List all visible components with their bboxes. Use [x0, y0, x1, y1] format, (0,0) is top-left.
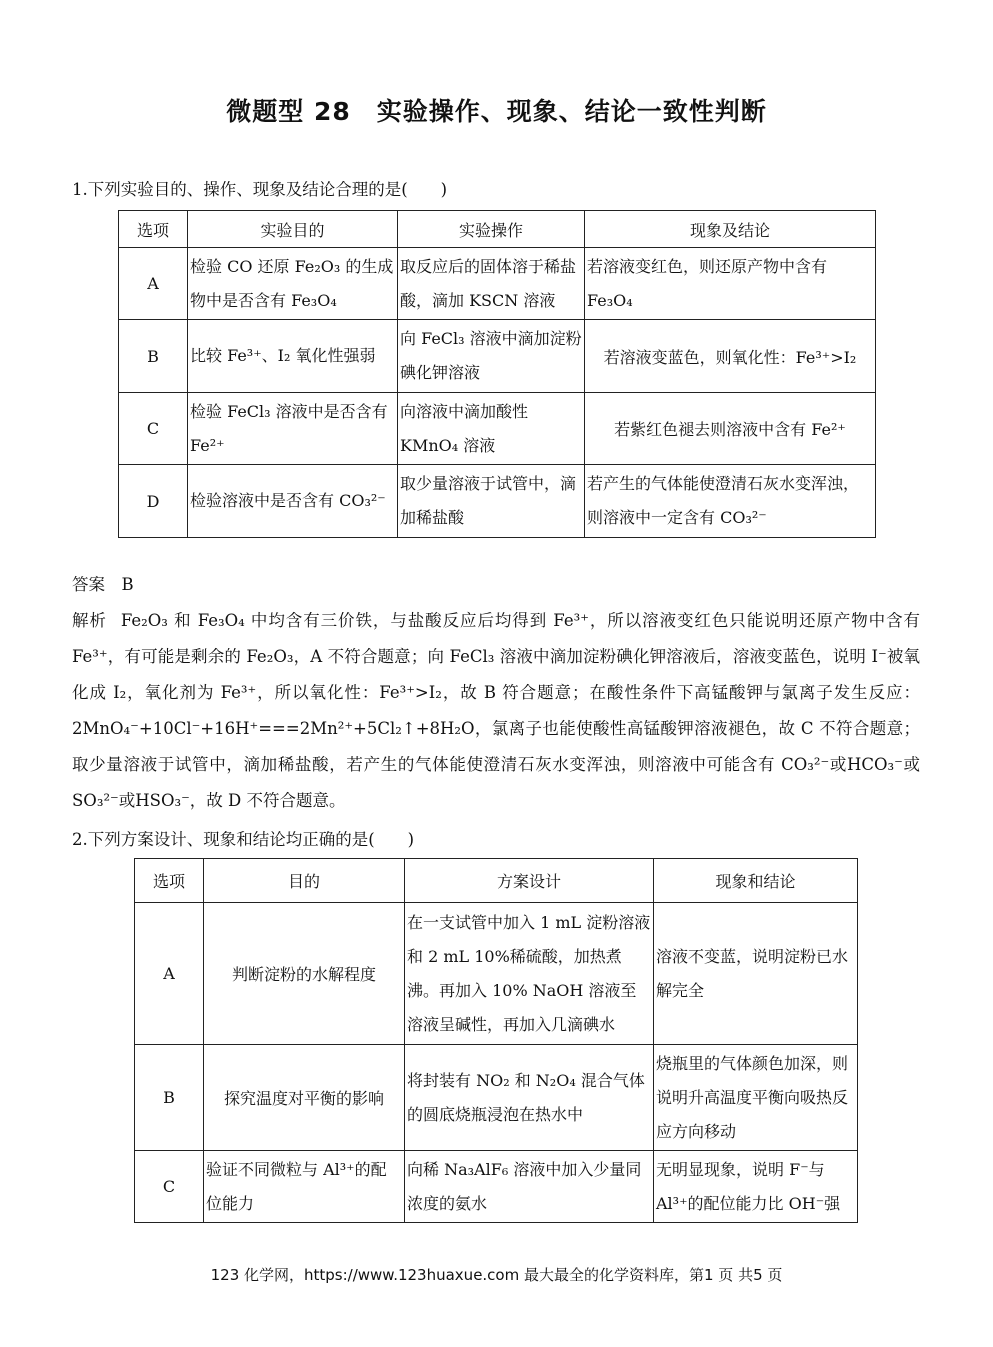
question-2-table: [134, 858, 858, 1223]
row-operation: 将封装有 NO₂ 和 N₂O₄ 混合气体的圆底烧瓶浸泡在热水中: [405, 1045, 654, 1151]
row-purpose: 探究温度对平衡的影响: [204, 1045, 405, 1151]
row-operation: 向溶液中滴加酸性 KMnO₄ 溶液: [398, 393, 585, 465]
table-row: [119, 465, 876, 538]
row-purpose: 判断淀粉的水解程度: [204, 903, 405, 1045]
row-result: 若溶液变红色，则还原产物中含有 Fe₃O₄: [585, 248, 876, 320]
row-operation: 取少量溶液于试管中，滴加稀盐酸: [398, 465, 585, 538]
row-operation: 向 FeCl₃ 溶液中滴加淀粉碘化钾溶液: [398, 320, 585, 393]
answer: 答案 B: [72, 575, 134, 594]
question-2-stem: 2.下列方案设计、现象和结论均正确的是( ): [72, 830, 415, 849]
row-purpose: 验证不同微粒与 Al³⁺的配位能力: [204, 1151, 405, 1223]
page-footer: 123 化学网，https://www.123huaxue.com 最大最全的化学资料库，第1 页 共5 页: [210, 1266, 783, 1284]
header-result: 现象和结论: [654, 859, 858, 903]
row-option: A: [135, 903, 204, 1045]
table-row: [135, 1151, 858, 1223]
row-result: 无明显现象，说明 F⁻与 Al³⁺的配位能力比 OH⁻强: [654, 1151, 858, 1223]
row-operation: 向稀 Na₃AlF₆ 溶液中加入少量同浓度的氨水: [405, 1151, 654, 1223]
header-operation: 实验操作: [398, 211, 585, 248]
page-title: 微题型 28 实验操作、现象、结论一致性判断: [226, 97, 767, 126]
row-result: 若溶液变蓝色，则氧化性：Fe³⁺>I₂: [585, 320, 876, 393]
row-purpose: 比较 Fe³⁺、I₂ 氧化性强弱: [188, 320, 398, 393]
row-result: 烧瓶里的气体颜色加深，则说明升高温度平衡向吸热反应方向移动: [654, 1045, 858, 1151]
analysis-label: 解析: [72, 611, 107, 630]
table-row: [135, 903, 858, 1045]
row-option: C: [135, 1151, 204, 1223]
table-row: [119, 248, 876, 320]
row-purpose: 检验 FeCl₃ 溶液中是否含有 Fe²⁺: [188, 393, 398, 465]
question-1-stem: 1.下列实验目的、操作、现象及结论合理的是( ): [72, 180, 448, 199]
row-purpose: 检验溶液中是否含有 CO₃²⁻: [188, 465, 398, 538]
row-option: B: [135, 1045, 204, 1151]
header-purpose: 实验目的: [188, 211, 398, 248]
row-operation: 取反应后的固体溶于稀盐酸，滴加 KSCN 溶液: [398, 248, 585, 320]
analysis-text: Fe₂O₃ 和 Fe₃O₄ 中均含有三价铁，与盐酸反应后均得到 Fe³⁺，所以溶液变红色只能说明还原产物中含有 Fe³⁺，有可能是剩余的 Fe₂O₃，A 不符合题意；向 FeCl₃ 溶液中滴加淀粉碘化钾溶液后，溶液变蓝色，说明 I⁻被氧化成 I₂，氧化剂为 Fe³⁺，所以氧化性：Fe³⁺>I₂，故 B 符合题意；在酸性条件下高锰酸钾与氯离子发生反应：2MnO₄⁻+10Cl⁻+16H⁺===2Mn²⁺+5Cl₂↑+8H₂O，氯离子也能使酸性高锰酸钾溶液褪色，故 C 不符合题意；取少量溶液于试管中，滴加稀盐酸，若产生的气体能使澄清石灰水变浑浊，则溶液中可能含有 CO₃²⁻或HCO₃⁻或SO₃²⁻或HSO₃⁻，故 D 不符合题意。: [72, 611, 921, 810]
table-row: [119, 393, 876, 465]
row-result: 若紫红色褪去则溶液中含有 Fe²⁺: [585, 393, 876, 465]
table-row: [135, 1045, 858, 1151]
header-option: 选项: [119, 211, 188, 248]
table-row: [119, 320, 876, 393]
row-option: D: [119, 465, 188, 538]
row-result: 溶液不变蓝，说明淀粉已水解完全: [654, 903, 858, 1045]
header-result: 现象及结论: [585, 211, 876, 248]
row-purpose: 检验 CO 还原 Fe₂O₃ 的生成物中是否含有 Fe₃O₄: [188, 248, 398, 320]
header-option: 选项: [135, 859, 204, 903]
question-1-table: [118, 210, 876, 538]
table-header-row: [135, 859, 858, 903]
row-operation: 在一支试管中加入 1 mL 淀粉溶液和 2 mL 10%稀硫酸，加热煮沸。再加入 10% NaOH 溶液至溶液呈碱性，再加入几滴碘水: [405, 903, 654, 1045]
row-option: A: [119, 248, 188, 320]
row-option: C: [119, 393, 188, 465]
row-result: 若产生的气体能使澄清石灰水变浑浊，则溶液中一定含有 CO₃²⁻: [585, 465, 876, 538]
row-option: B: [119, 320, 188, 393]
table-header-row: [119, 211, 876, 248]
header-purpose: 目的: [204, 859, 405, 903]
header-operation: 方案设计: [405, 859, 654, 903]
analysis: [72, 603, 920, 819]
